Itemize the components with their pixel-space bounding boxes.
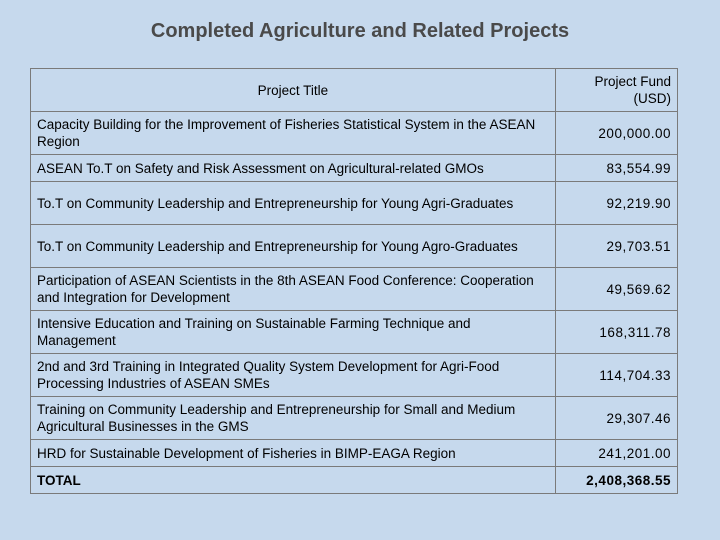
table-row (31, 155, 678, 182)
table-row (31, 311, 678, 354)
fund-header-line2: (USD) (633, 91, 671, 106)
total-fund: 2,408,368.55 (555, 467, 677, 494)
project-fund-cell: 29,307.46 (555, 397, 677, 440)
table-row (31, 397, 678, 440)
project-title-cell: Capacity Building for the Improvement of Fisheries Statistical System in the ASEAN Region (31, 112, 556, 155)
project-fund-cell: 168,311.78 (555, 311, 677, 354)
project-fund-cell: 83,554.99 (555, 155, 677, 182)
total-row (31, 467, 678, 494)
column-header-project-fund (555, 69, 677, 112)
table-header-row (31, 69, 678, 112)
table-row (31, 225, 678, 268)
fund-header-line1: Project Fund (594, 74, 671, 89)
table-row (31, 268, 678, 311)
total-label: TOTAL (31, 467, 556, 494)
project-fund-cell: 241,201.00 (555, 440, 677, 467)
table-row (31, 182, 678, 225)
project-fund-cell: 200,000.00 (555, 112, 677, 155)
projects-table (30, 68, 678, 494)
project-title-cell: Participation of ASEAN Scientists in the 8th ASEAN Food Conference: Cooperation and Integration for Development (31, 268, 556, 311)
table-row (31, 440, 678, 467)
project-fund-cell: 114,704.33 (555, 354, 677, 397)
project-title-cell: To.T on Community Leadership and Entrepreneurship for Young Agro-Graduates (31, 225, 556, 268)
project-title-cell: HRD for Sustainable Development of Fisheries in BIMP-EAGA Region (31, 440, 556, 467)
table-row (31, 112, 678, 155)
project-fund-cell: 92,219.90 (555, 182, 677, 225)
project-title-cell: Intensive Education and Training on Sustainable Farming Technique and Management (31, 311, 556, 354)
project-title-cell: 2nd and 3rd Training in Integrated Quality System Development for Agri-Food Processing Industries of ASEAN SMEs (31, 354, 556, 397)
project-title-cell: ASEAN To.T on Safety and Risk Assessment on Agricultural-related GMOs (31, 155, 556, 182)
table-row (31, 354, 678, 397)
project-fund-cell: 49,569.62 (555, 268, 677, 311)
project-fund-cell: 29,703.51 (555, 225, 677, 268)
page-title: Completed Agriculture and Related Projects (150, 20, 570, 42)
project-title-cell: To.T on Community Leadership and Entrepreneurship for Young Agri-Graduates (31, 182, 556, 225)
column-header-project-title: Project Title (31, 69, 556, 112)
project-title-cell: Training on Community Leadership and Entrepreneurship for Small and Medium Agricultural Businesses in the GMS (31, 397, 556, 440)
